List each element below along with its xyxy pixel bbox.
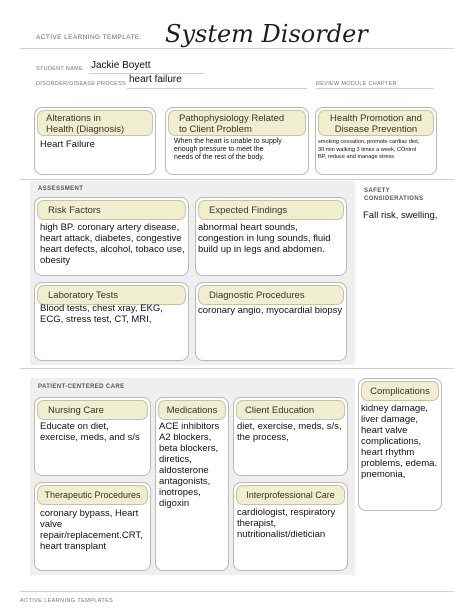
- therapeutic-procedures-text[interactable]: coronary bypass, Heart valve repair/replacement.CRT, heart transplant: [40, 508, 143, 552]
- expected-findings-title: Expected Findings: [198, 200, 344, 220]
- divider-top: [20, 179, 454, 180]
- patient-care-label: PATIENT-CENTERED CARE: [38, 384, 125, 390]
- footer-rule: [20, 591, 454, 592]
- risk-factors-title: Risk Factors: [37, 200, 186, 220]
- client-education-text[interactable]: diet, exercise, meds, s/s, the process,: [237, 421, 342, 443]
- alterations-text[interactable]: Heart Failure: [40, 139, 95, 150]
- laboratory-tests-text[interactable]: Blood tests, chest xray, EKG, ECG, stress test, CT, MRI,: [40, 303, 163, 325]
- review-chapter-line[interactable]: [316, 88, 434, 89]
- review-chapter-label: REVIEW MODULE CHAPTER: [316, 81, 397, 87]
- divider-middle: [20, 368, 454, 369]
- nursing-care-text[interactable]: Educate on diet, exercise, meds, and s/s: [40, 421, 140, 443]
- safety-text[interactable]: Fall risk, swelling,: [363, 210, 438, 221]
- footer-text: ACTIVE LEARNING TEMPLATES: [20, 598, 114, 604]
- student-name-label: STUDENT NAME: [36, 66, 83, 72]
- template-label: ACTIVE LEARNING TEMPLATE:: [36, 34, 142, 41]
- therapeutic-procedures-title: Therapeutic Procedures: [37, 485, 148, 505]
- safety-label: SAFETY CONSIDERATIONS: [364, 188, 424, 202]
- laboratory-tests-title: Laboratory Tests: [37, 285, 186, 305]
- assessment-label: ASSESSMENT: [38, 186, 84, 192]
- client-education-title: Client Education: [236, 400, 345, 420]
- page-title: System Disorder: [165, 20, 368, 48]
- health-promotion-text[interactable]: smoking cessation, promote cardiac diet, 30 min walking 3 times a week, COntrol BP, reduce and manage stress: [318, 139, 420, 160]
- medications-text[interactable]: ACE inhibitors A2 blockers, beta blockers, diretics, aldosterone antagonists, inotropes, digoxin: [159, 421, 220, 509]
- interprofessional-care-title: Interprofessional Care: [236, 485, 345, 505]
- title-rule: [20, 48, 454, 49]
- pathophysiology-text[interactable]: When the heart is unable to supply enough pressure to meet the needs of the rest of the body.: [174, 138, 282, 161]
- health-promotion-title: Health Promotion and Disease Prevention: [318, 110, 434, 136]
- interprofessional-care-text[interactable]: cardiologist, respiratory therapist, nutritionalist/dietician: [237, 507, 336, 540]
- student-name-value[interactable]: Jackie Boyett: [91, 60, 151, 71]
- alterations-title: Alterations in Health (Diagnosis): [37, 110, 153, 136]
- medications-title: Medications: [158, 400, 226, 420]
- disorder-line: [127, 88, 307, 89]
- diagnostic-procedures-title: Diagnostic Procedures: [198, 285, 344, 305]
- complications-title: Complications: [361, 381, 439, 401]
- pathophysiology-title: Pathophysiology Related to Client Problem: [168, 110, 306, 136]
- complications-text[interactable]: kidney damage, liver damage, heart valve complications, heart rhythm problems, edema. pnemonia,: [361, 403, 438, 480]
- disorder-value[interactable]: heart failure: [129, 74, 182, 85]
- risk-factors-text[interactable]: high BP. coronary artery disease, heart attack, diabetes, congestive heart defects, alcohol, tobaco use, obesity: [40, 222, 185, 266]
- disorder-label: DISORDER/DISEASE PROCESS: [36, 81, 127, 87]
- nursing-care-title: Nursing Care: [37, 400, 148, 420]
- diagnostic-procedures-text[interactable]: coronary angio, myocardial biopsy: [198, 305, 343, 316]
- expected-findings-text[interactable]: abnormal heart sounds, congestion in lung sounds, fluid build up in legs and abdomen.: [198, 222, 331, 255]
